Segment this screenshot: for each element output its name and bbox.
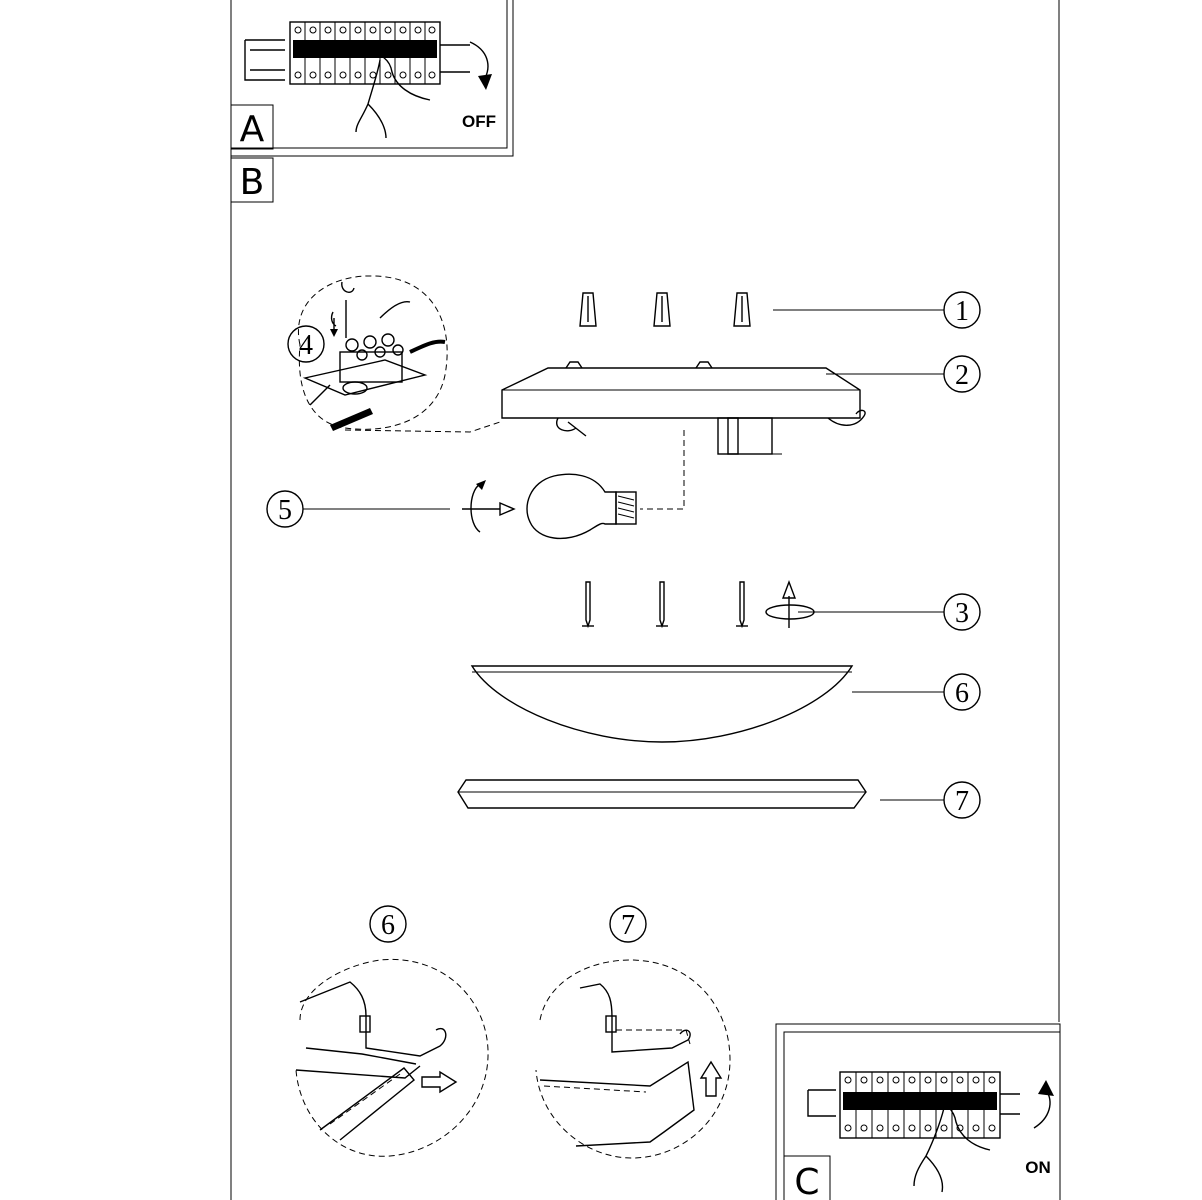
rotate-up-arrow-icon [1034,1080,1054,1128]
panel-c-switch-on [776,1024,1060,1200]
step-letter-b: B [239,162,265,203]
step-letter-c: C [794,1162,820,1200]
light-bulb-icon [527,474,636,538]
circuit-breaker-block-icon [290,22,440,84]
circuit-breaker-block-on-icon [840,1072,1000,1138]
decor-ring-icon [458,780,866,808]
glass-shade-icon [472,666,852,742]
detail-7-label: 7 [621,910,635,941]
bulb-guide-line [640,430,684,509]
hand-icon [356,55,430,138]
callout-1: 1 [955,296,969,327]
screws-icon [582,582,748,626]
callout-2: 2 [955,360,969,391]
callout-5: 5 [278,495,292,526]
detail-6-hook-release [296,906,488,1156]
screw-tighten-rotate-icon [766,582,814,628]
screwdriver-icon [342,282,410,338]
detail-6-label: 6 [381,910,395,941]
screw-in-rotate-icon [462,480,514,532]
slide-right-arrow-icon [422,1072,456,1092]
switch-on-label: ON [1025,1158,1051,1177]
lift-up-arrow-icon [701,1062,721,1096]
panel-a-switch-off [231,0,513,156]
terminal-block-icon [305,334,425,395]
callout-6: 6 [955,678,969,709]
wiring-terminal-detail [288,276,500,432]
callout-4: 4 [299,330,313,361]
wall-plugs-icon [580,293,750,326]
switch-off-label: OFF [462,112,496,131]
rotate-down-arrow-icon [470,42,492,90]
step-letter-a: A [239,109,265,150]
callout-3: 3 [955,598,969,629]
callout-7: 7 [955,786,969,817]
detail-7-ring-lift [536,906,730,1158]
